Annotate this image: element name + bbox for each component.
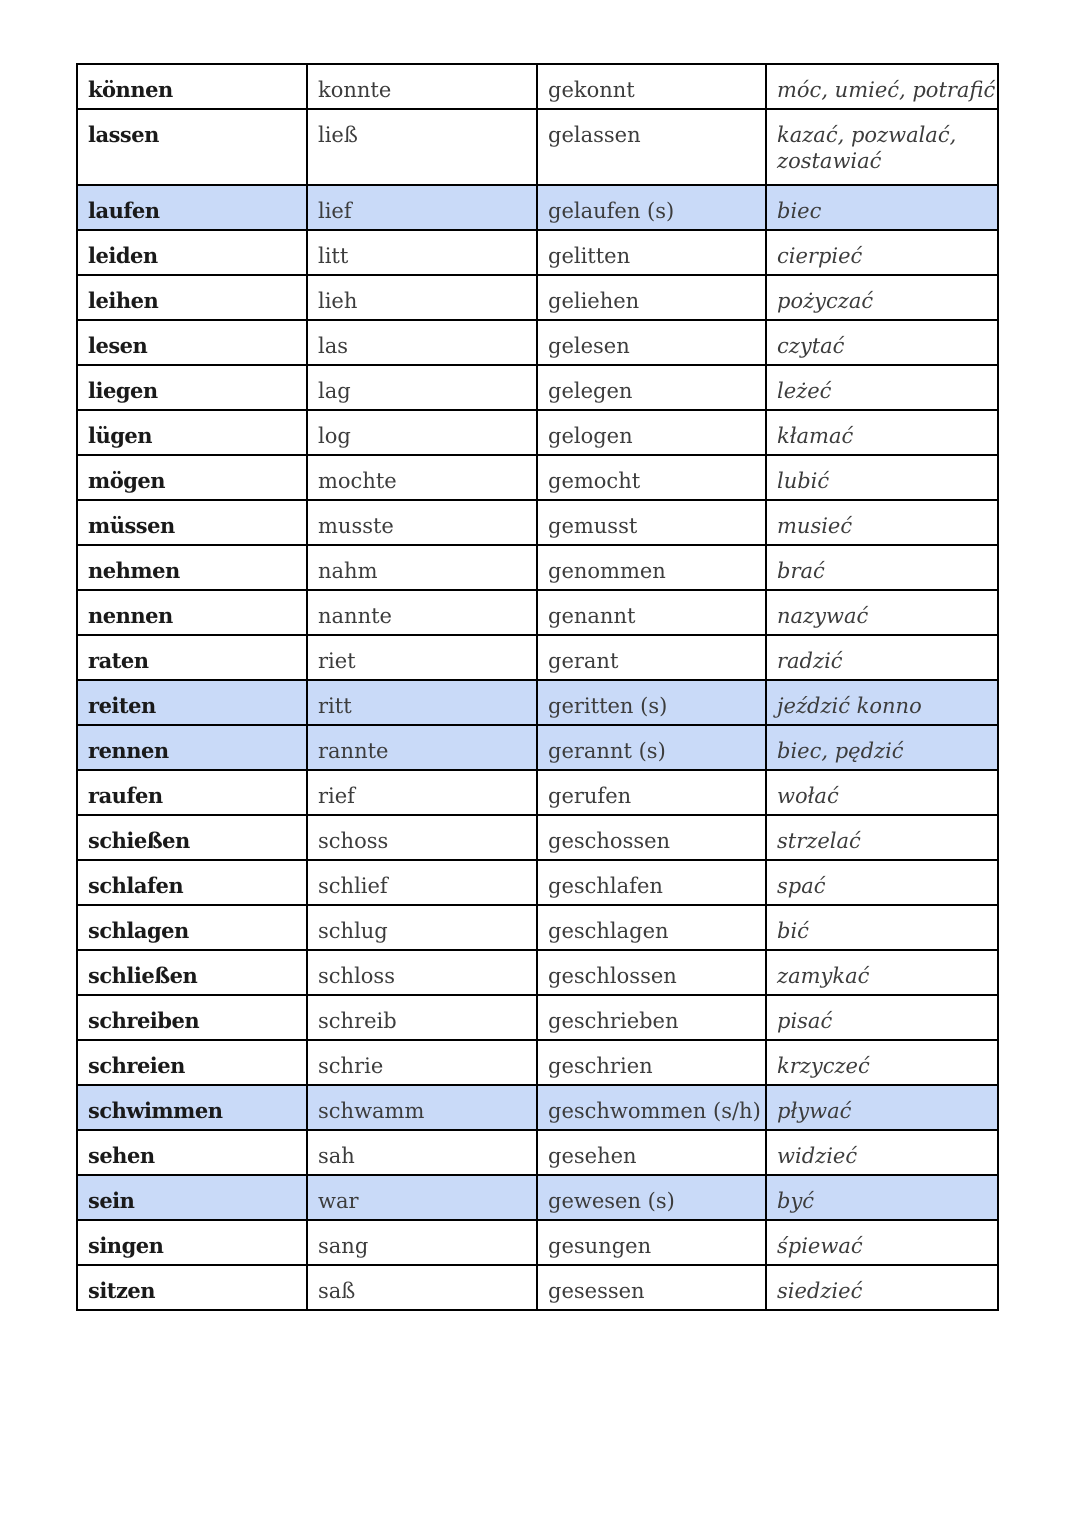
past-tense-cell: mochte [307,455,537,500]
participle-cell: gesungen [537,1220,766,1265]
meaning-cell: radzić [766,635,998,680]
meaning-cell: kazać, pozwalać, zostawiać [766,109,998,185]
table-row [77,230,998,275]
table-row [77,815,998,860]
past-tense-cell: rief [307,770,537,815]
participle-cell: geschwommen (s/h) [537,1085,766,1130]
meaning-cell: biec, pędzić [766,725,998,770]
past-tense-cell: nahm [307,545,537,590]
participle-cell: gemocht [537,455,766,500]
infinitive-cell: schießen [77,815,307,860]
meaning-cell: pożyczać [766,275,998,320]
table-row [77,770,998,815]
infinitive-cell: lesen [77,320,307,365]
table-row [77,185,998,230]
meaning-cell: móc, umieć, potrafić [766,64,998,109]
infinitive-cell: reiten [77,680,307,725]
past-tense-cell: schwamm [307,1085,537,1130]
table-row [77,950,998,995]
participle-cell: gesessen [537,1265,766,1310]
meaning-cell: spać [766,860,998,905]
verb-table-body [77,64,998,1310]
table-row [77,905,998,950]
meaning-cell: pływać [766,1085,998,1130]
past-tense-cell: lieh [307,275,537,320]
infinitive-cell: schreien [77,1040,307,1085]
past-tense-cell: schoss [307,815,537,860]
meaning-cell: bić [766,905,998,950]
infinitive-cell: rennen [77,725,307,770]
infinitive-cell: müssen [77,500,307,545]
meaning-cell: krzyczeć [766,1040,998,1085]
infinitive-cell: schließen [77,950,307,995]
meaning-cell: lubić [766,455,998,500]
meaning-cell: leżeć [766,365,998,410]
participle-cell: geschrien [537,1040,766,1085]
table-row [77,635,998,680]
infinitive-cell: mögen [77,455,307,500]
infinitive-cell: raufen [77,770,307,815]
table-row [77,725,998,770]
past-tense-cell: riet [307,635,537,680]
meaning-cell: czytać [766,320,998,365]
table-row [77,365,998,410]
participle-cell: gelogen [537,410,766,455]
table-row [77,320,998,365]
past-tense-cell: schreib [307,995,537,1040]
meaning-cell: strzelać [766,815,998,860]
meaning-cell: zamykać [766,950,998,995]
past-tense-cell: schrie [307,1040,537,1085]
table-row [77,1085,998,1130]
infinitive-cell: nennen [77,590,307,635]
infinitive-cell: leiden [77,230,307,275]
past-tense-cell: saß [307,1265,537,1310]
participle-cell: gerannt (s) [537,725,766,770]
infinitive-cell: leihen [77,275,307,320]
meaning-cell: śpiewać [766,1220,998,1265]
table-row [77,1040,998,1085]
table-row [77,109,998,185]
table-row [77,590,998,635]
meaning-cell: widzieć [766,1130,998,1175]
past-tense-cell: las [307,320,537,365]
participle-cell: geschlagen [537,905,766,950]
past-tense-cell: war [307,1175,537,1220]
table-row [77,1265,998,1310]
table-row [77,680,998,725]
past-tense-cell: konnte [307,64,537,109]
past-tense-cell: schlief [307,860,537,905]
table-row [77,1220,998,1265]
infinitive-cell: schlagen [77,905,307,950]
participle-cell: geschlossen [537,950,766,995]
infinitive-cell: nehmen [77,545,307,590]
past-tense-cell: nannte [307,590,537,635]
table-row [77,410,998,455]
past-tense-cell: sang [307,1220,537,1265]
past-tense-cell: rannte [307,725,537,770]
table-row [77,500,998,545]
past-tense-cell: lag [307,365,537,410]
meaning-cell: wołać [766,770,998,815]
infinitive-cell: lassen [77,109,307,185]
table-row [77,1130,998,1175]
meaning-cell: być [766,1175,998,1220]
table-row [77,275,998,320]
past-tense-cell: sah [307,1130,537,1175]
participle-cell: geschlafen [537,860,766,905]
meaning-cell: musieć [766,500,998,545]
participle-cell: gemusst [537,500,766,545]
irregular-verbs-table [76,63,999,1311]
participle-cell: gelitten [537,230,766,275]
infinitive-cell: sitzen [77,1265,307,1310]
participle-cell: geschossen [537,815,766,860]
meaning-cell: pisać [766,995,998,1040]
participle-cell: gelaufen (s) [537,185,766,230]
participle-cell: gewesen (s) [537,1175,766,1220]
past-tense-cell: log [307,410,537,455]
meaning-cell: cierpieć [766,230,998,275]
past-tense-cell: ritt [307,680,537,725]
participle-cell: geritten (s) [537,680,766,725]
participle-cell: gekonnt [537,64,766,109]
participle-cell: gerufen [537,770,766,815]
participle-cell: gelegen [537,365,766,410]
table-row [77,455,998,500]
table-row [77,545,998,590]
infinitive-cell: schreiben [77,995,307,1040]
participle-cell: gelassen [537,109,766,185]
meaning-cell: nazywać [766,590,998,635]
participle-cell: genannt [537,590,766,635]
participle-cell: gerant [537,635,766,680]
past-tense-cell: litt [307,230,537,275]
infinitive-cell: raten [77,635,307,680]
past-tense-cell: schloss [307,950,537,995]
participle-cell: geliehen [537,275,766,320]
infinitive-cell: singen [77,1220,307,1265]
meaning-cell: jeździć konno [766,680,998,725]
table-row [77,995,998,1040]
past-tense-cell: lief [307,185,537,230]
past-tense-cell: ließ [307,109,537,185]
past-tense-cell: schlug [307,905,537,950]
table-row [77,64,998,109]
infinitive-cell: schlafen [77,860,307,905]
table-row [77,1175,998,1220]
participle-cell: genommen [537,545,766,590]
infinitive-cell: liegen [77,365,307,410]
infinitive-cell: lügen [77,410,307,455]
meaning-cell: kłamać [766,410,998,455]
participle-cell: gesehen [537,1130,766,1175]
participle-cell: geschrieben [537,995,766,1040]
participle-cell: gelesen [537,320,766,365]
meaning-cell: brać [766,545,998,590]
meaning-cell: biec [766,185,998,230]
infinitive-cell: sehen [77,1130,307,1175]
meaning-cell: siedzieć [766,1265,998,1310]
past-tense-cell: musste [307,500,537,545]
infinitive-cell: sein [77,1175,307,1220]
infinitive-cell: laufen [77,185,307,230]
infinitive-cell: können [77,64,307,109]
table-row [77,860,998,905]
infinitive-cell: schwimmen [77,1085,307,1130]
